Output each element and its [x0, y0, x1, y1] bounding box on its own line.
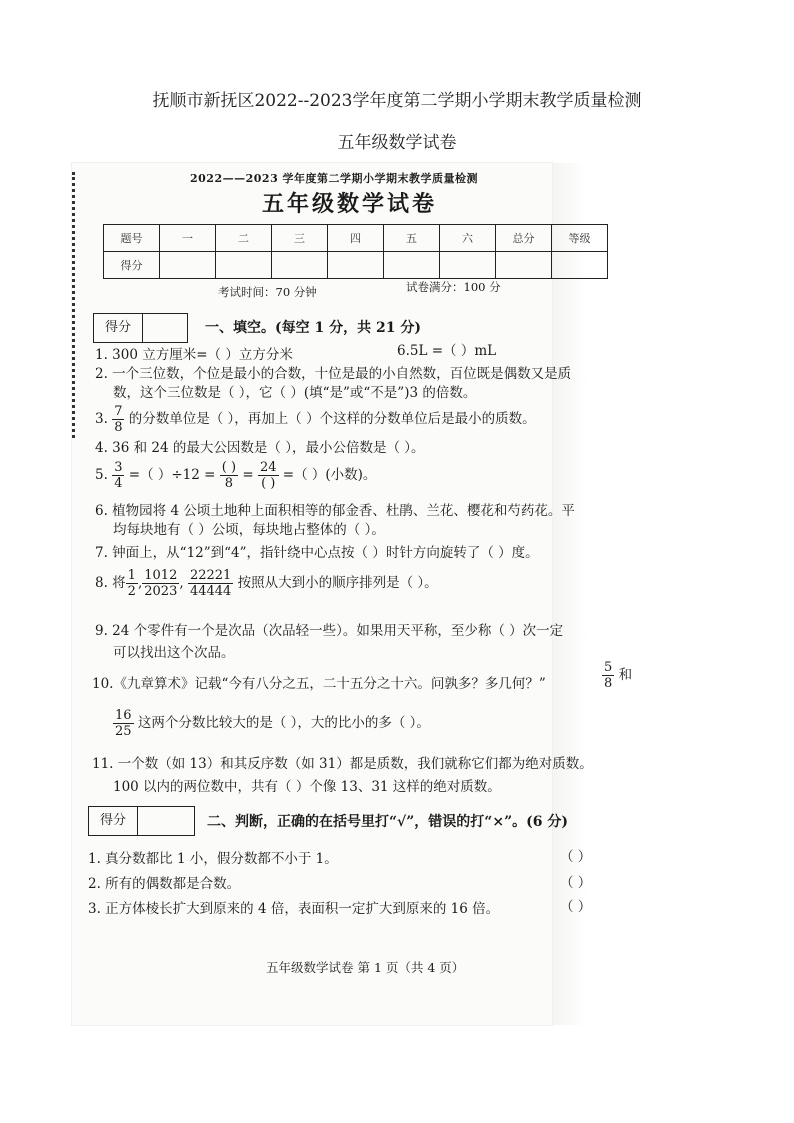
question-6b: 均每块地有（ ）公顷，每块地占整体的（ ）。	[113, 522, 385, 538]
question-number: 3.	[95, 411, 108, 427]
exam-time: 考试时间：70 分钟	[218, 285, 317, 299]
score-cell: 一	[160, 225, 216, 252]
question-11a: 11. 一个数（如 13）和其反序数（如 31）都是质数，我们就称它们都为绝对质数。	[92, 756, 593, 772]
section1-score-box	[93, 313, 188, 343]
page-footer: 五年级数学试卷 第 1 页（共 4 页）	[266, 960, 465, 975]
question-8-text: 按照从大到小的顺序排列是（ ）。	[237, 575, 438, 591]
judgement-item-3: 3. 正方体棱长扩大到原来的 4 倍，表面积一定扩大到原来的 16 倍。	[88, 901, 500, 917]
binding-dotted-line	[72, 172, 81, 438]
judgement-paren-2: （ ）	[560, 875, 592, 891]
score-cell: 六	[440, 225, 496, 252]
fraction-16-25: $\frac{16}{25}$	[115, 708, 132, 739]
equals-sign: =	[242, 467, 254, 483]
section2-score-box	[88, 806, 195, 836]
question-2a: 2. 一个三位数，个位是最小的合数，十位是最的小自然数，百位既是偶数又是质	[95, 366, 572, 382]
question-9b: 可以找出这个次品。	[113, 645, 235, 661]
score-cell	[384, 252, 440, 279]
score-cell	[552, 252, 608, 279]
full-score: 试卷满分：100 分	[406, 280, 501, 294]
question-8: 8. 将 $\frac{1}{2}$ , $\frac{1012}{2023}$ , $\frac{22221}{44444}$ 按照从大到小的顺序排列是（ ）。	[95, 568, 438, 599]
document-title-line1: 抚顺市新抚区2022--2023学年度第二学期小学期末教学质量检测	[152, 91, 642, 111]
question-10-and: 和	[618, 667, 633, 683]
question-2b: 数，这个三位数是（ ），它（ ）(填“是”或“不是”)3 的倍数。	[113, 385, 477, 401]
question-5	[95, 460, 376, 491]
question-11b: 100 以内的两位数中，共有（ ）个像 13、31 这样的绝对质数。	[113, 779, 501, 795]
fraction-7-8: $\frac{7}{8}$	[114, 404, 123, 435]
score-box-blank	[138, 807, 194, 835]
score-cell	[216, 252, 272, 279]
question-10-fraction	[602, 660, 632, 691]
score-cell: 三	[272, 225, 328, 252]
score-cell: 题号	[104, 225, 160, 252]
score-box-label: 得分	[94, 314, 143, 342]
fraction-blank-8: $\frac{( )}{8}$	[221, 460, 237, 491]
fraction-1012-2023: $\frac{1012}{2023}$	[144, 568, 178, 599]
score-table-header-row	[104, 225, 608, 252]
question-9a: 9. 24 个零件有一个是次品（次品轻一些）。如果用天平称，至少称（ ）次一定	[95, 623, 564, 639]
question-6a: 6. 植物园将 4 公顷土地种上面积相等的郁金香、杜鹃、兰花、樱花和芍药花。平	[95, 503, 575, 519]
question-10b-text: 这两个分数比较大的是（ ），大的比小的多（ ）。	[137, 715, 430, 731]
score-cell	[440, 252, 496, 279]
question-5-mid: =（ ）÷12 =	[128, 467, 216, 483]
question-10a: 10.《九章算术》记载“今有八分之五，二十五分之十六。问孰多？多几何？”	[92, 676, 546, 692]
score-cell: 总分	[496, 225, 552, 252]
paper-subtitle: 2022——2023 学年度第二学期小学期末教学质量检测	[190, 172, 479, 185]
question-3-text: 的分数单位是（ ），再加上（ ）个这样的分数单位后是最小的质数。	[128, 411, 536, 427]
fraction-22221-44444: $\frac{22221}{44444}$	[189, 568, 232, 599]
judgement-item-1: 1. 真分数都比 1 小，假分数都不小于 1。	[88, 851, 338, 867]
question-1a: 1. 300 立方厘米=（ ）立方分米	[95, 347, 293, 363]
score-cell	[496, 252, 552, 279]
fraction-5-8: $\frac{5}{8}$	[604, 660, 613, 691]
document-title-line2: 五年级数学试卷	[337, 133, 457, 153]
judgement-item-2: 2. 所有的偶数都是合数。	[88, 876, 241, 892]
score-cell: 得分	[104, 252, 160, 279]
section1-title: 一、填空。(每空 1 分，共 21 分)	[205, 320, 421, 336]
question-7: 7. 钟面上，从“12”到“4”，指针绕中心点按（ ）时针方向旋转了（ ）度。	[95, 545, 539, 561]
fraction-3-4: $\frac{3}{4}$	[114, 460, 123, 491]
fraction-1-2: $\frac{1}{2}$	[127, 568, 136, 599]
question-number: 5.	[95, 467, 108, 483]
score-cell	[272, 252, 328, 279]
paper-title: 五年级数学试卷	[262, 191, 438, 217]
score-cell: 四	[328, 225, 384, 252]
score-cell	[328, 252, 384, 279]
fraction-24-blank: $\frac{24}{( )}$	[259, 460, 277, 491]
judgement-paren-3: （ ）	[560, 899, 592, 915]
score-cell: 二	[216, 225, 272, 252]
score-box-blank	[143, 314, 187, 342]
question-5-end: =（ ）(小数)。	[282, 467, 377, 483]
paper-edge-shadow	[548, 163, 588, 1025]
score-cell: 五	[384, 225, 440, 252]
score-cell: 等级	[552, 225, 608, 252]
question-4: 4. 36 和 24 的最大公因数是（ ），最小公倍数是（ ）。	[95, 440, 425, 456]
question-8-prefix: 8. 将	[95, 575, 126, 591]
judgement-paren-1: （ ）	[560, 849, 592, 865]
score-cell	[160, 252, 216, 279]
score-table-score-row	[104, 252, 608, 279]
score-box-label: 得分	[89, 807, 138, 835]
section2-title: 二、判断，正确的在括号里打“√”，错误的打“×”。(6 分)	[207, 814, 569, 830]
question-1b: 6.5L =（ ）mL	[397, 343, 497, 359]
question-10b	[113, 708, 430, 739]
score-table	[103, 224, 608, 279]
question-3	[95, 404, 536, 435]
